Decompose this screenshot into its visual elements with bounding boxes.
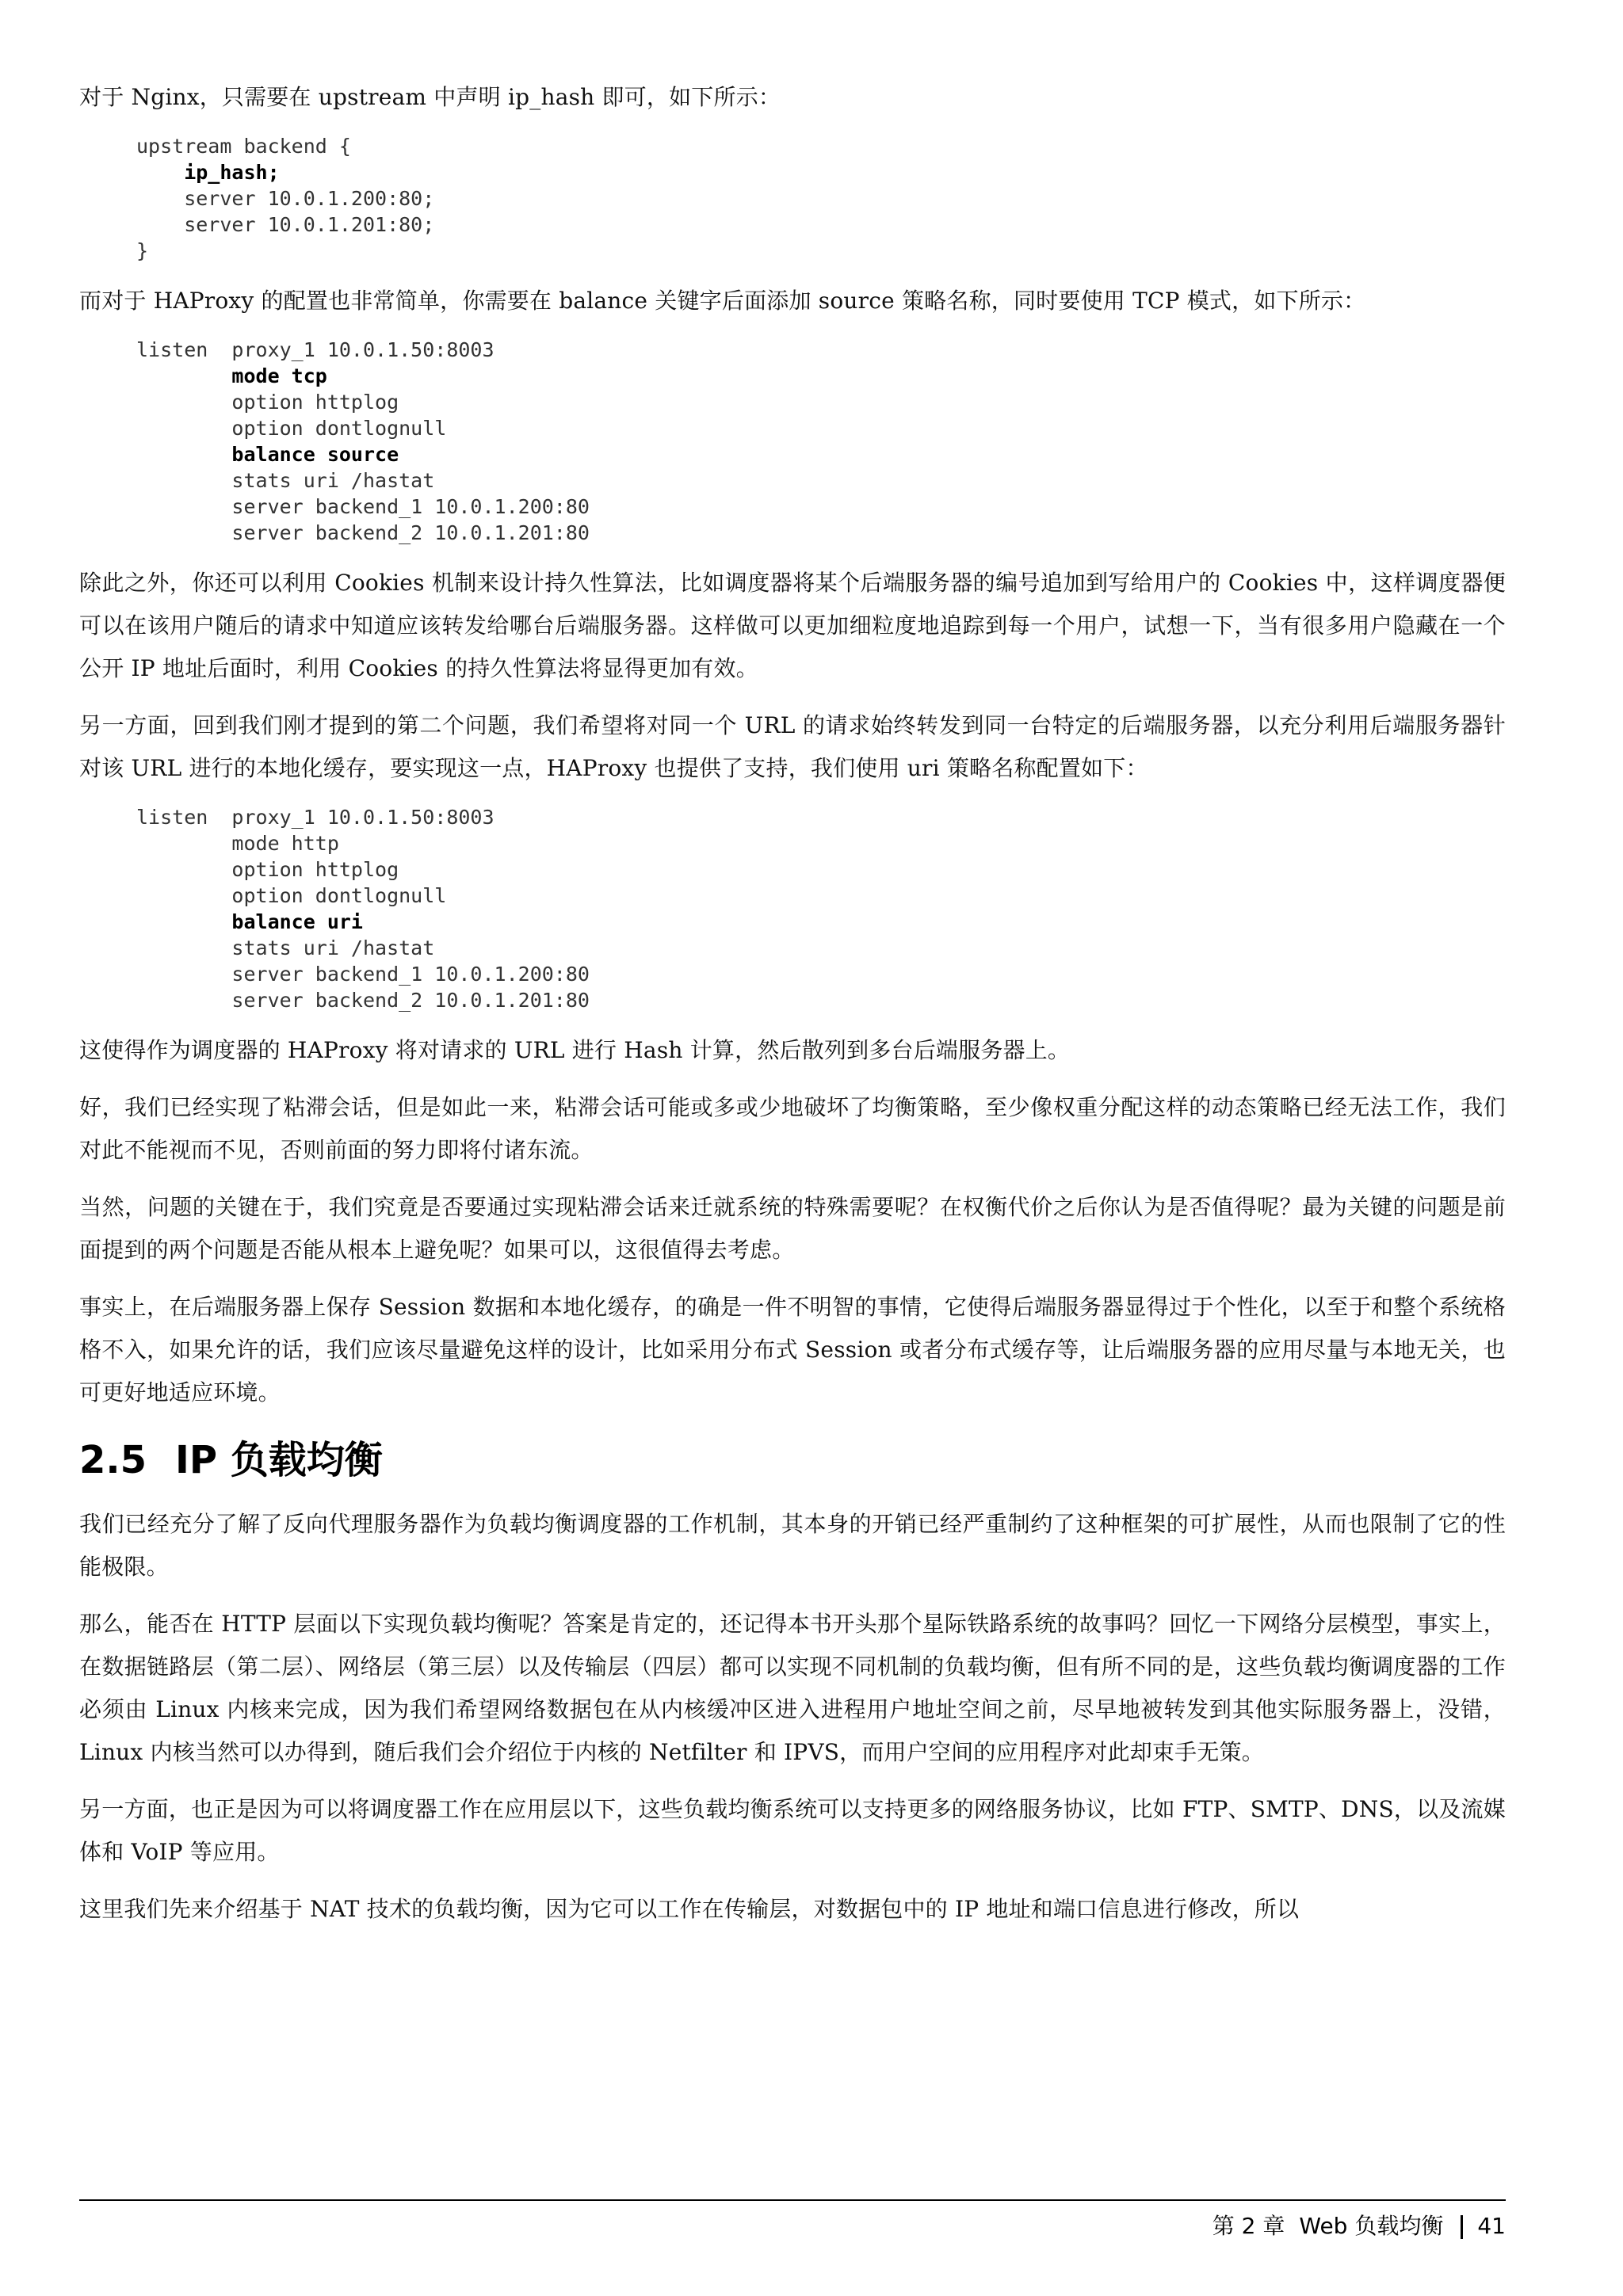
code-line: server 10.0.1.200:80; — [136, 187, 435, 210]
code-line: listen proxy_1 10.0.1.50:8003 — [136, 806, 495, 829]
code-line: balance source — [136, 443, 399, 466]
section-heading — [79, 1428, 1506, 1492]
code-block-nginx — [136, 133, 1506, 264]
code-line: server backend_1 10.0.1.200:80 — [136, 495, 590, 518]
footer-separator — [1461, 2215, 1463, 2239]
paragraph: 而对于 HAProxy 的配置也非常简单，你需要在 balance 关键字后面添加 source 策略名称，同时要使用 TCP 模式，如下所示： — [79, 288, 1366, 314]
code-block-haproxy-uri — [136, 804, 1506, 1013]
code-line: option dontlognull — [136, 417, 447, 440]
footer-chapter-title: Web 负载均衡 — [1299, 2213, 1444, 2239]
code-line: balance uri — [136, 910, 363, 933]
code-line: listen proxy_1 10.0.1.50:8003 — [136, 338, 495, 361]
paragraph: 那么，能否在 HTTP 层面以下实现负载均衡呢？答案是肯定的，还记得本书开头那个星际铁路系统的故事吗？回忆一下网络分层模型，事实上，在数据链路层（第二层）、网络层（第三层）以及传输层（四层）都可以实现不同机制的负载均衡，但有所不同的是，这些负载均衡调度器的工作必须由 Linux 内核来完成，因为我们希望网络数据包在从内核缓冲区进入进程用户地址空间之前，尽早地被转发到其他实际服务器上，没错，Linux 内核当然可以办得到，随后我们会介绍位于内核的 Netfilter 和 IPVS，而用户空间的应用程序对此却束手无策。 — [79, 1611, 1506, 1765]
code-line: server backend_2 10.0.1.201:80 — [136, 989, 590, 1012]
page-footer — [1212, 2210, 1506, 2242]
section-number: 2.5 — [79, 1438, 147, 1482]
section-title: IP 负载均衡 — [175, 1438, 383, 1482]
code-line: option httplog — [136, 391, 399, 414]
code-line: stats uri /hastat — [136, 936, 435, 959]
code-line: } — [136, 239, 149, 262]
paragraph: 事实上，在后端服务器上保存 Session 数据和本地化缓存，的确是一件不明智的事情，它使得后端服务器显得过于个性化，以至于和整个系统格格不入，如果允许的话，我们应该尽量避免这样的设计，比如采用分布式 Session 或者分布式缓存等，让后端服务器的应用尽量与本地无关，也可更好地适应环境。 — [79, 1294, 1506, 1405]
paragraph: 当然，问题的关键在于，我们究竟是否要通过实现粘滞会话来迁就系统的特殊需要呢？在权衡代价之后你认为是否值得呢？最为关键的问题是前面提到的两个问题是否能从根本上避免呢？如果可以，这很值得去考虑。 — [79, 1194, 1506, 1263]
paragraph: 另一方面，回到我们刚才提到的第二个问题，我们希望将对同一个 URL 的请求始终转发到同一台特定的后端服务器，以充分利用后端服务器针对该 URL 进行的本地化缓存，要实现这一点，HAProxy 也提供了支持，我们使用 uri 策略名称配置如下： — [79, 712, 1506, 781]
code-line: mode http — [136, 832, 339, 855]
paragraph: 我们已经充分了解了反向代理服务器作为负载均衡调度器的工作机制，其本身的开销已经严重制约了这种框架的可扩展性，从而也限制了它的性能极限。 — [79, 1511, 1506, 1580]
code-line: server backend_1 10.0.1.200:80 — [136, 963, 590, 986]
code-line: server 10.0.1.201:80; — [136, 213, 435, 236]
code-line: upstream backend { — [136, 135, 351, 158]
code-line: mode tcp — [136, 364, 327, 387]
page-number: 41 — [1477, 2213, 1506, 2239]
footer-chapter: 第 2 章 — [1212, 2213, 1285, 2239]
code-block-haproxy-source — [136, 337, 1506, 546]
paragraph: 好，我们已经实现了粘滞会话，但是如此一来，粘滞会话可能或多或少地破坏了均衡策略，至少像权重分配这样的动态策略已经无法工作，我们对此不能视而不见，否则前面的努力即将付诸东流。 — [79, 1094, 1506, 1163]
code-line: server backend_2 10.0.1.201:80 — [136, 521, 590, 544]
paragraph: 另一方面，也正是因为可以将调度器工作在应用层以下，这些负载均衡系统可以支持更多的网络服务协议，比如 FTP、SMTP、DNS，以及流媒体和 VoIP 等应用。 — [79, 1796, 1506, 1865]
paragraph: 对于 Nginx，只需要在 upstream 中声明 ip_hash 即可，如下所示： — [79, 84, 781, 110]
paragraph: 除此之外，你还可以利用 Cookies 机制来设计持久性算法，比如调度器将某个后端服务器的编号追加到写给用户的 Cookies 中，这样调度器便可以在该用户随后的请求中知道应该转发给哪台后端服务器。这样做可以更加细粒度地追踪到每一个用户，试想一下，当有很多用户隐藏在一个公开 IP 地址后面时，利用 Cookies 的持久性算法将显得更加有效。 — [79, 570, 1506, 681]
paragraph: 这使得作为调度器的 HAProxy 将对请求的 URL 进行 Hash 计算，然后散列到多台后端服务器上。 — [79, 1037, 1071, 1063]
code-line: option httplog — [136, 858, 399, 881]
code-line: ip_hash; — [136, 161, 280, 184]
code-line: option dontlognull — [136, 884, 447, 907]
page-body — [79, 76, 1506, 1945]
code-line: stats uri /hastat — [136, 469, 435, 492]
paragraph: 这里我们先来介绍基于 NAT 技术的负载均衡，因为它可以工作在传输层，对数据包中的 IP 地址和端口信息进行修改，所以 — [79, 1896, 1300, 1922]
footer-rule — [79, 2199, 1506, 2201]
